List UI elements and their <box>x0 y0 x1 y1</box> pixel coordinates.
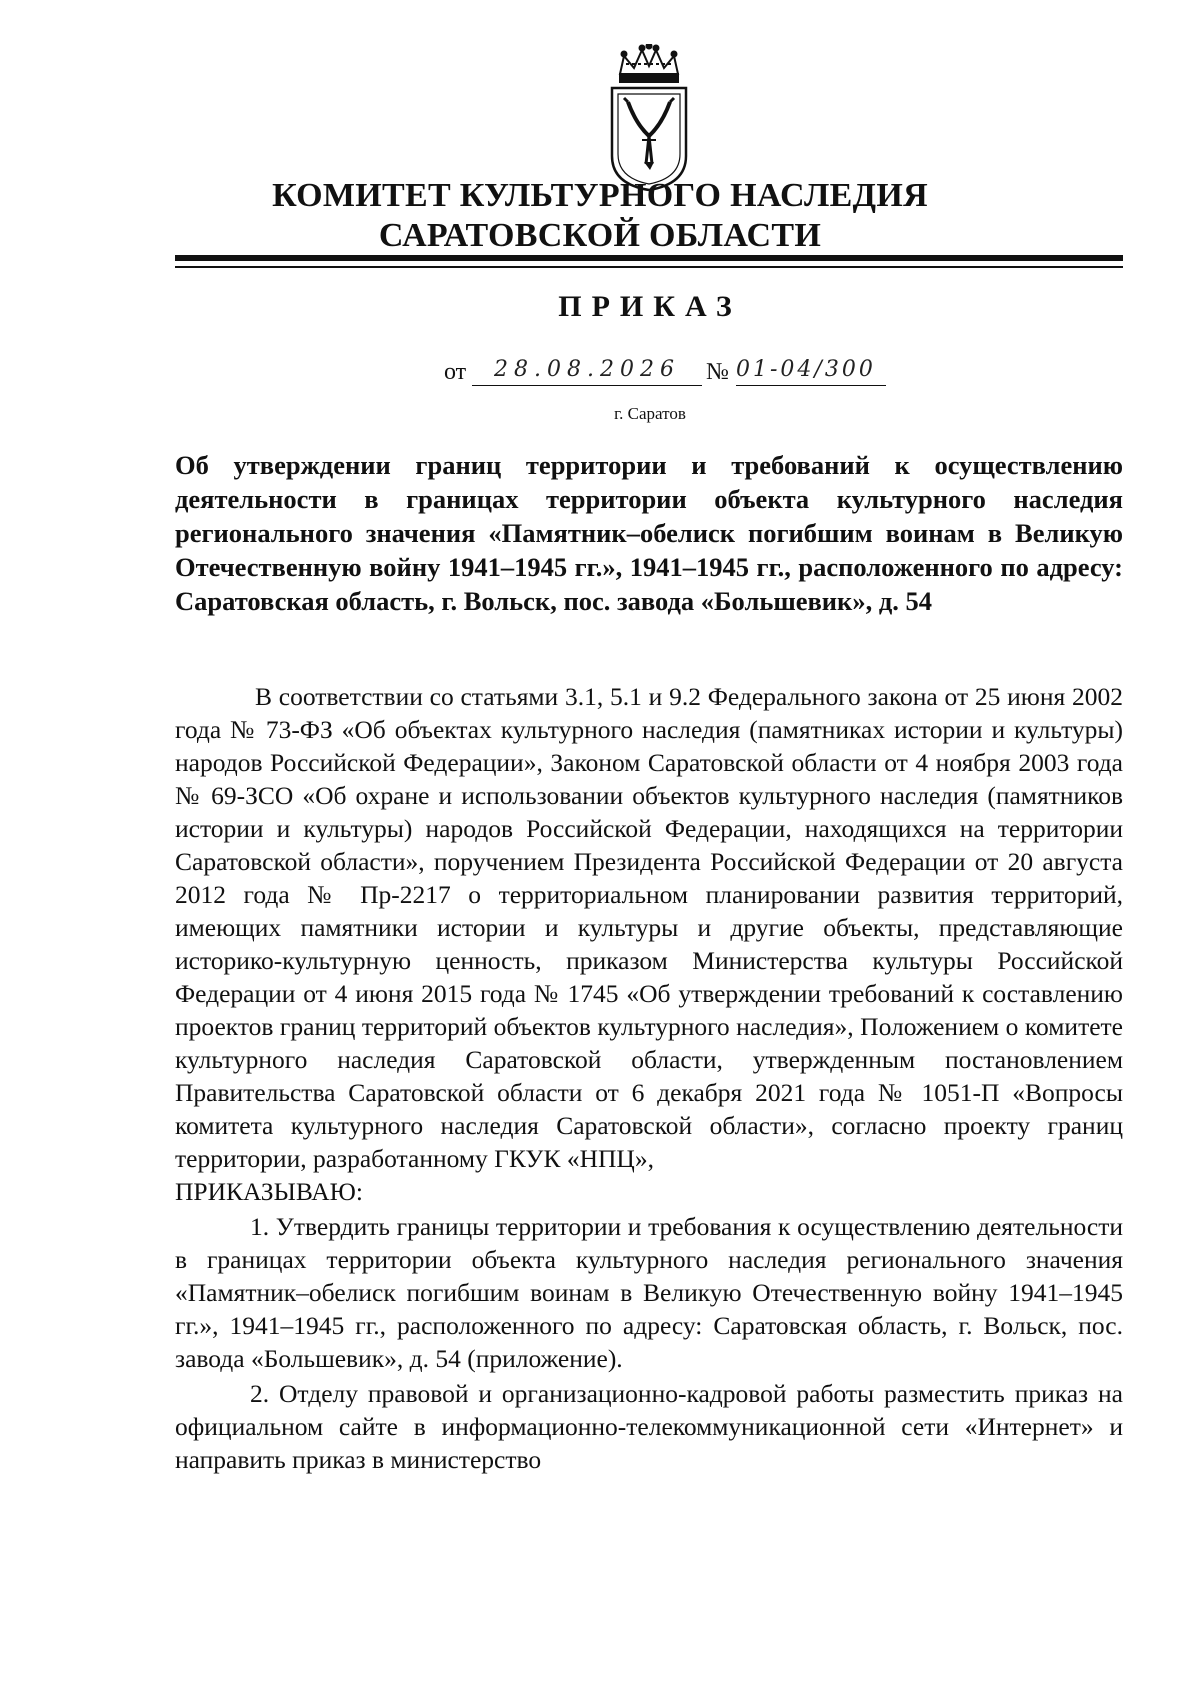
org-name-line1: КОМИТЕТ КУЛЬТУРНОГО НАСЛЕДИЯ <box>272 177 928 214</box>
document-type: ПРИКАЗ <box>558 290 742 323</box>
header-divider-thin <box>175 266 1123 268</box>
order-command: ПРИКАЗЫВАЮ: <box>175 1177 363 1206</box>
date-label: от <box>444 359 467 385</box>
org-name-line2: САРАТОВСКОЙ ОБЛАСТИ <box>378 217 822 254</box>
order-item-2: 2. Отделу правовой и организационно-кадровой работы разместить приказ на официальном сайте в информационно-телекоммуникационной сети «Интернет» и направить приказ в министерство <box>175 1379 1123 1474</box>
handwritten-number: 01-04/300 <box>736 355 886 386</box>
handwritten-date: 28.08.2026 <box>472 355 702 386</box>
issuing-organization <box>160 176 1040 256</box>
document-body <box>175 680 1123 1476</box>
order-item-1: 1. Утвердить границы территории и требования к осуществлению деятельности в границах территории объекта культурного наследия регионального значения «Памятник–обелиск погибшим воинам в Великую Отечественную войну 1941–1945 гг.», 1941–1945 гг., расположенного по адресу: Саратовская область, г. Вольск, пос. завода «Большевик», д. 54 (приложение). <box>175 1212 1123 1373</box>
header-divider-thick <box>175 255 1123 261</box>
place-of-issue: г. Саратов <box>614 404 686 423</box>
number-label: № <box>706 359 729 385</box>
document-title: Об утверждении границ территории и требований к осуществлению деятельности в границах территории объекта культурного наследия регионального значения «Памятник–обелиск погибшим воинам в Великую Отечественную войну 1941–1945 гг.», 1941–1945 гг., расположенного по адресу: Саратовская область, г. Вольск, пос. завода «Большевик», д. 54 <box>175 450 1123 616</box>
date-number-line <box>444 350 904 390</box>
preamble-paragraph: В соответствии со статьями 3.1, 5.1 и 9.2 Федерального закона от 25 июня 2002 года № 73-ФЗ «Об объектах культурного наследия (памятниках истории и культуры) народов Российской Федерации», Законом Саратовской области от 4 ноября 2003 года № 69-ЗСО «Об охране и использовании объектов культурного наследия (памятников истории и культуры) народов Российской Федерации, находящихся на территории Саратовской области», поручением Президента Российской Федерации от 20 августа 2012 года № Пр-2217 о территориальном планировании развития территорий, имеющих памятники истории и культуры и другие объекты, представляющие историко-культурную ценность, приказом Министерства культуры Российской Федерации от 4 июня 2015 года № 1745 «Об утверждении требований к составлению проектов границ территорий объектов культурного наследия», Положением о комитете культурного наследия Саратовской области, утвержденным постановлением Правительства Саратовской области от 6 декабря 2021 года № 1051-П «Вопросы комитета культурного наследия Саратовской области», согласно проекту границ территории, разработанному ГКУК «НПЦ», <box>175 682 1123 1173</box>
coat-of-arms-emblem <box>606 44 692 192</box>
